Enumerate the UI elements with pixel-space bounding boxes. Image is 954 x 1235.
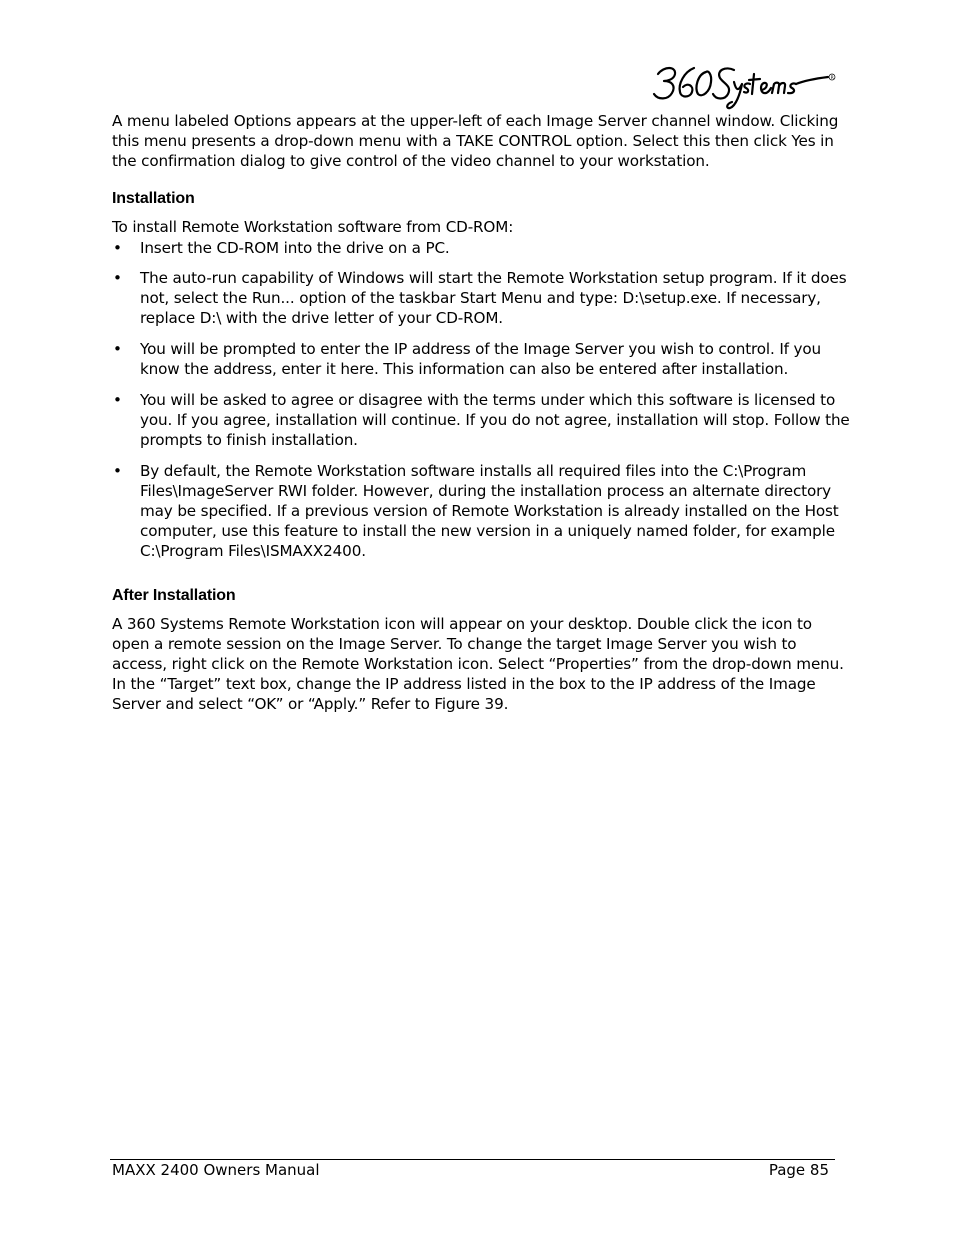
list-item (112, 390, 852, 450)
360-systems-logo (650, 60, 840, 112)
installation-lead: To install Remote Workstation software from CD-ROM: (112, 218, 514, 236)
list-item-text: Insert the CD-ROM into the drive on a PC. (140, 239, 450, 257)
list-item-text: By default, the Remote Workstation software installs all required files into the C:\Program Files\ImageServer RWI folder. However, during the installation process an alternate directory may be specified. If a previous version of Remote Workstation is already installed on the Host computer, use this feature to install the new version in a uniquely named folder, for example C:\Program Files\ISMAXX2400. (140, 462, 839, 560)
footer-manual-title: MAXX 2400 Owners Manual (112, 1161, 320, 1179)
after-installation-heading: After Installation (112, 587, 236, 604)
after-installation-paragraph: A 360 Systems Remote Workstation icon will appear on your desktop. Double click the icon to open a remote session on the Image Server. To change the target Image Server you wish to access, right click on the Remote Workstation icon. Select “Properties” from the drop-down menu. In the “Target” text box, change the IP address listed in the box to the IP address of the Image Server and select “OK” or “Apply.” Refer to Figure 39. (112, 615, 844, 713)
list-item-text: The auto-run capability of Windows will start the Remote Workstation setup program. If it does not, select the Run... option of the taskbar Start Menu and type: D:\setup.exe. If necessary, replace D:\ with the drive letter of your CD-ROM. (140, 269, 847, 327)
bullet: • (113, 239, 122, 257)
installation-steps-list (112, 238, 852, 561)
bullet: • (113, 340, 122, 358)
footer-divider (110, 1159, 835, 1160)
list-item (112, 461, 852, 561)
bullet: • (113, 462, 122, 480)
bullet: • (113, 391, 122, 409)
footer-page-number: Page 85 (768, 1161, 829, 1179)
intro-paragraph: A menu labeled Options appears at the upper-left of each Image Server channel window. Clicking this menu presents a drop-down menu with a TAKE CONTROL option. Select this then click Yes in the confirmation dialog to give control of the video channel to your workstation. (112, 112, 839, 170)
list-item (112, 238, 852, 258)
list-item-text: You will be prompted to enter the IP address of the Image Server you wish to control. If you know the address, enter it here. This information can also be entered after installation. (140, 340, 822, 378)
svg-text:R: R (830, 75, 834, 81)
installation-heading: Installation (112, 190, 195, 207)
page-body (112, 111, 852, 714)
list-item (112, 268, 852, 328)
bullet: • (113, 269, 122, 287)
list-item (112, 339, 852, 379)
list-item-text: You will be asked to agree or disagree with the terms under which this software is licensed to you. If you agree, installation will continue. If you do not agree, installation will stop. Follow the prompts to finish installation. (140, 391, 850, 449)
